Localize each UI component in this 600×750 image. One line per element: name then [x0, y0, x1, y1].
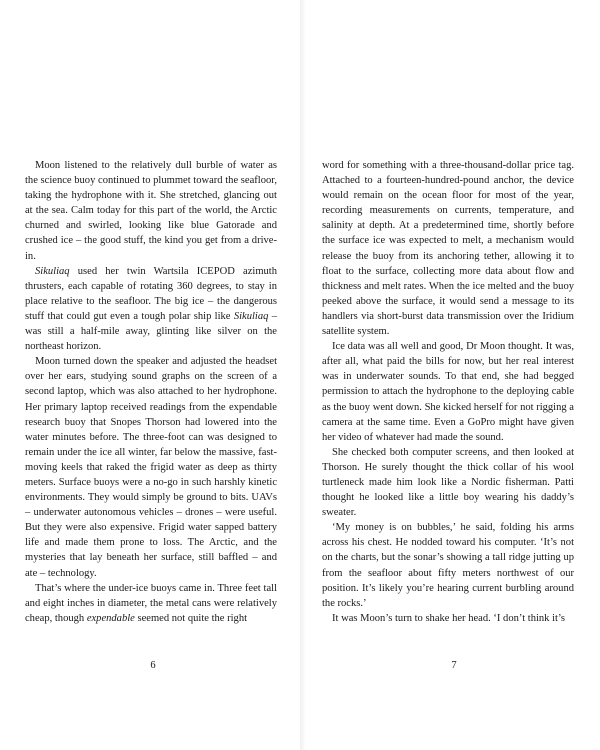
text-run: ‘My money is on bubbles,’ he said, folding his arms across his chest. He nodded toward his computer. ‘It’s not on the charts, but the sonar’s showing a tall ridge jutting up from the seafloor about fifty meters northwest of our position. It’s likely you’re hearing current burbling around the rocks.’	[322, 522, 574, 609]
paragraph	[25, 158, 277, 264]
text-run: It was Moon’s turn to shake her head. ‘I don’t think it’s	[332, 612, 565, 624]
text-run: That’s where the under-ice buoys came in. Three feet tall and eight inches in diameter, the metal cans were relatively cheap, though	[25, 582, 277, 624]
paragraph	[322, 158, 574, 339]
paragraph	[322, 339, 574, 445]
right-page	[300, 0, 600, 750]
text-run: used her twin Wartsila ICEPOD azimuth thrusters, each capable of rotating 360 degrees, to stay in place relative to the seafloor. The big ice – the dangerous stuff that could gut even a tough polar ship like	[25, 265, 277, 322]
paragraph	[322, 611, 574, 626]
text-run: seemed not quite the right	[134, 612, 248, 624]
page-number: 6	[150, 660, 156, 671]
right-page-text	[322, 158, 574, 626]
paragraph	[322, 520, 574, 611]
text-run: word for something with a three-thousand-dollar price tag. Attached to a fourteen-hundred-pound anchor, the device would remain on the ocean floor for most of the year, recording measurements on currents, temperature, and salinity at depth. At a predetermined time, shortly before the surface ice was expected to melt, a mechanism would release the buoy from its anchoring tether, allowing it to float to the surface, collecting more data about flow and thickness and melt rates. When the ice melted and the buoy peeked above the surface, it would send a message to its handlers via short-burst data transmission over the Iridium satellite system.	[322, 160, 574, 338]
text-run: She checked both computer screens, and then looked at Thorson. He surely thought the thick collar of his wool turtleneck made him look like a Nordic fisherman. Patti thought he looked like a little boy wearing his daddy’s sweater.	[322, 446, 574, 519]
text-run: – was still a half-mile away, glinting like silver on the northeast horizon.	[25, 310, 277, 353]
paragraph	[25, 581, 277, 626]
italic-text: expendable	[86, 612, 135, 624]
text-run: Ice data was all well and good, Dr Moon thought. It was, after all, what paid the bills for now, but her real interest was in underwater sounds. To that end, she had begged permission to attach the hydrophone to the deploying cable as the buoy went down. She kicked herself for not rigging a camera at the same time. Even a GoPro might have given her video of whatever had made the sound.	[322, 341, 574, 443]
paragraph	[25, 264, 277, 355]
text-run: Moon listened to the relatively dull burble of water as the science buoy continued to plummet toward the seafloor, taking the hydrophone with it. She stretched, glancing out at the sea. Calm today for this part of the world, the Arctic churned and swirled, looking like blue Gatorade and crushed ice – the good stuff, the kind you get from a drive-in.	[25, 160, 277, 262]
text-run: Moon turned down the speaker and adjusted the headset over her ears, studying sound graphs on the screen of a second laptop, which was also attached to her hydrophone. Her primary laptop received readings from the expendable research buoy that Snopes Thorson had lowered into the water minutes before. The three-foot can was designed to remain under the ice all winter, far below the massive, fast-moving keels that raked the frigid water as deep as thirty meters. Surface buoys were a no-go in such harshly kinetic environments. They would simply be ground to bits. UAVs – underwater autonomous vehicles – drones – were useful. But they were also expensive. Frigid water sapped battery life and made them prone to loss. The Arctic, and the mysteries that lay beneath her surface, still baffled – and ate – technology.	[25, 356, 277, 579]
page-number: 7	[451, 660, 457, 671]
paragraph	[322, 445, 574, 520]
italic-text: Sikuliaq	[233, 310, 269, 322]
italic-text: Sikuliaq	[35, 265, 70, 277]
paragraph	[25, 354, 277, 580]
left-page-text	[25, 158, 277, 626]
